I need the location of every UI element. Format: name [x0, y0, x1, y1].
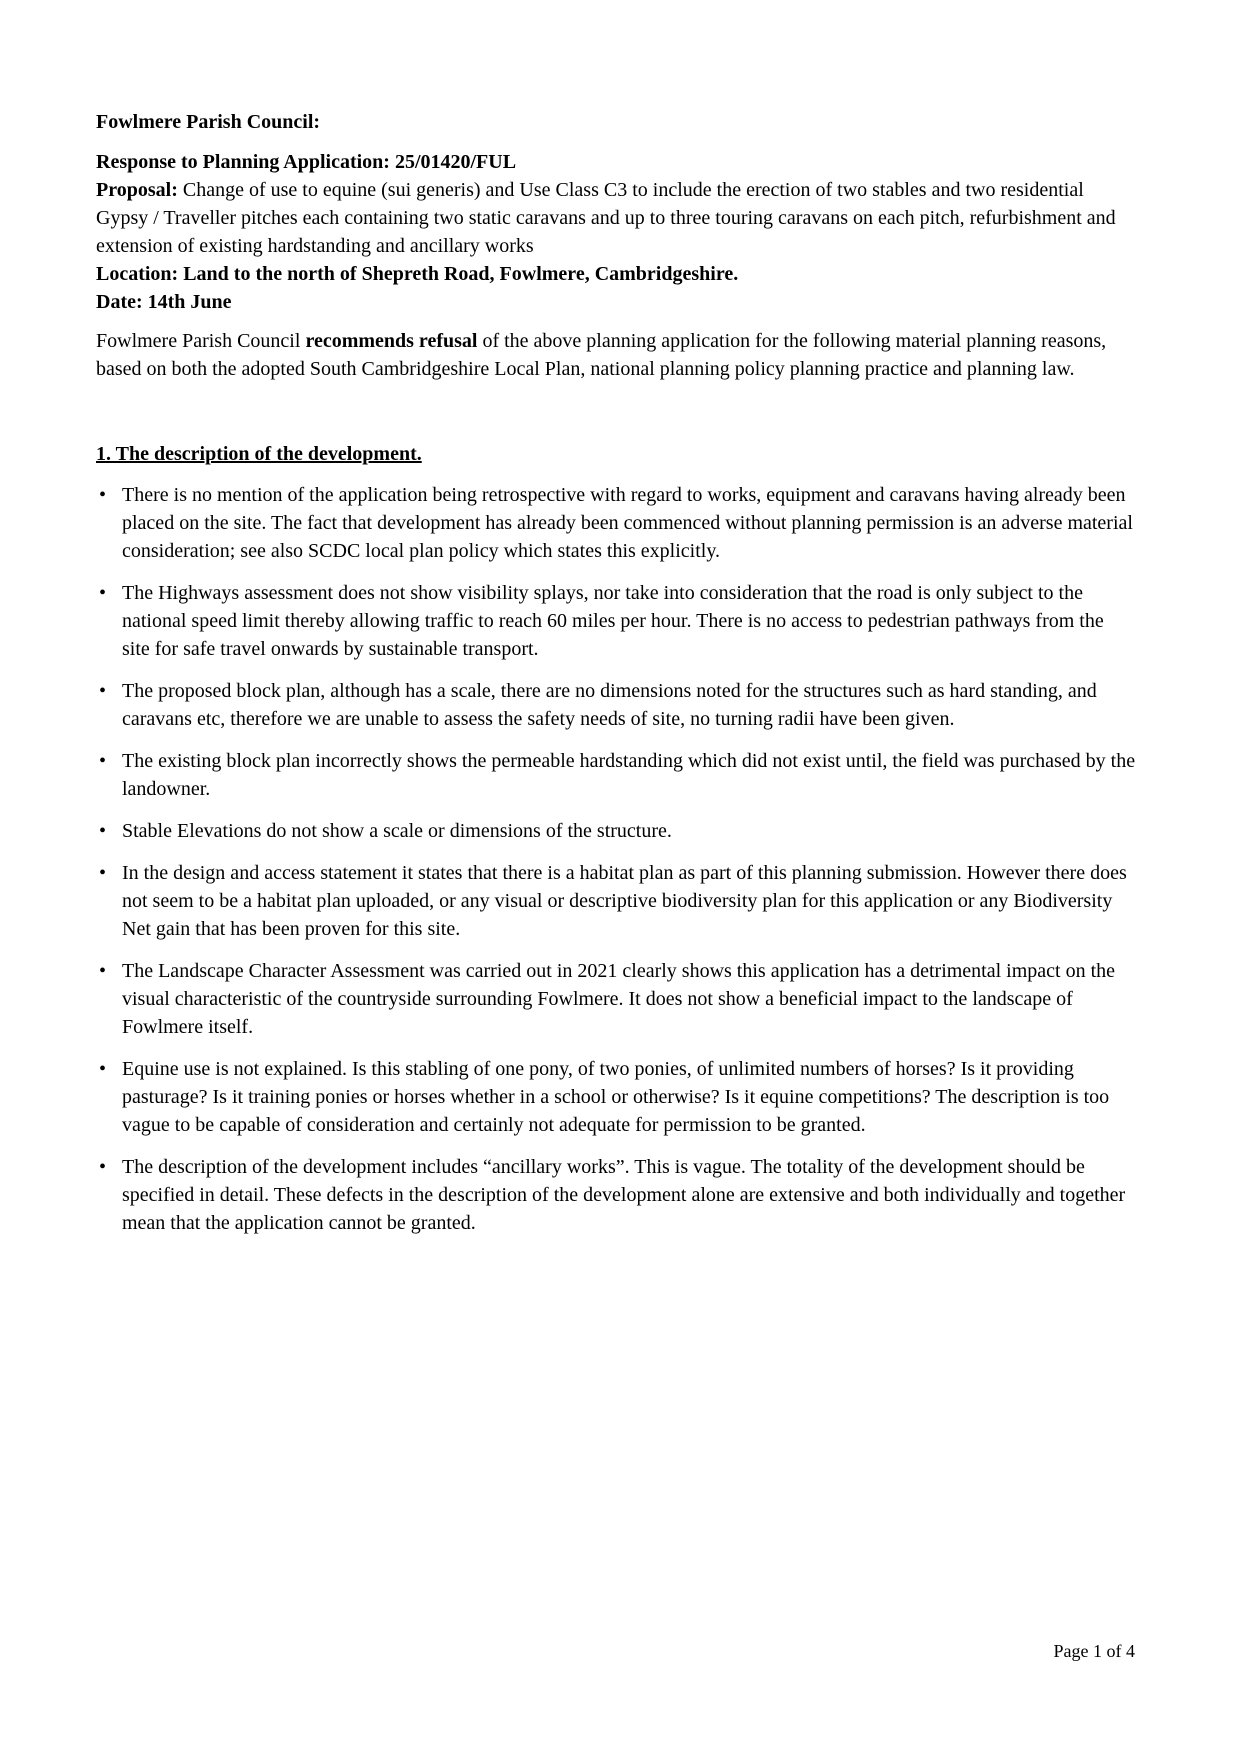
document-title: Fowlmere Parish Council:	[96, 111, 321, 133]
bullet-item: • The proposed block plan, although has a scale, there are no dimensions noted for the structures such as hard standing, and caravans etc, therefore we are unable to assess the safety needs of site, no turning radii have been given.	[96, 677, 1136, 733]
bullet-item: • In the design and access statement it states that there is a habitat plan as part of this planning submission. However there does not seem to be a habitat plan uploaded, or any visual or descriptive biodiversity plan for this application or any Biodiversity Net gain that has been proven for this site.	[96, 859, 1136, 943]
proposal-paragraph	[96, 176, 1136, 260]
intro-emphasis-text: recommends refusal	[305, 330, 478, 352]
section-heading: 1. The description of the development.	[96, 443, 422, 465]
intro-post-text: of the above planning application for the following material planning reasons, based on both the adopted South Cambridgeshire Local Plan, national planning policy planning practice and planning law.	[96, 330, 1107, 380]
bullet-item: • Stable Elevations do not show a scale or dimensions of the structure.	[96, 817, 1136, 845]
bullet-item: • The description of the development includes “ancillary works”. This is vague. The totality of the development should be specified in detail. These defects in the description of the development alone are extensive and both individually and together mean that the application cannot be granted.	[96, 1153, 1136, 1237]
intro-paragraph	[96, 327, 1136, 383]
bullet-list	[96, 481, 1136, 1237]
proposal-label: Proposal:	[96, 179, 178, 201]
date-line: Date: 14th June	[96, 291, 232, 313]
bullet-item: • The Highways assessment does not show visibility splays, nor take into consideration that the road is only subject to the national speed limit thereby allowing traffic to reach 60 miles per hour. There is no access to pedestrian pathways from the site for safe travel onwards by sustainable transport.	[96, 579, 1136, 663]
proposal-text: Change of use to equine (sui generis) and Use Class C3 to include the erection of two stables and two residential Gypsy / Traveller pitches each containing two static caravans and up to three touring caravans on each pitch, refurbishment and extension of existing hardstanding and ancillary works	[96, 179, 1116, 257]
bullet-item: • The Landscape Character Assessment was carried out in 2021 clearly shows this application has a detrimental impact on the visual characteristic of the countryside surrounding Fowlmere. It does not show a beneficial impact to the landscape of Fowlmere itself.	[96, 957, 1136, 1041]
intro-pre-text: Fowlmere Parish Council	[96, 330, 306, 352]
location-line: Location: Land to the north of Shepreth Road, Fowlmere, Cambridgeshire.	[96, 263, 739, 285]
bullet-item: • There is no mention of the application being retrospective with regard to works, equipment and caravans having already been placed on the site. The fact that development has already been commenced without planning permission is an adverse material consideration; see also SCDC local plan policy which states this explicitly.	[96, 481, 1136, 565]
page-number: Page 1 of 4	[1053, 1641, 1135, 1661]
bullet-item: • The existing block plan incorrectly shows the permeable hardstanding which did not exist until, the field was purchased by the landowner.	[96, 747, 1136, 803]
bullet-item: • Equine use is not explained. Is this stabling of one pony, of two ponies, of unlimited numbers of horses? Is it providing pasturage? Is it training ponies or horses whether in a school or otherwise? Is it equine competitions? The description is too vague to be capable of consideration and certainly not adequate for permission to be granted.	[96, 1055, 1136, 1139]
response-line: Response to Planning Application: 25/01420/FUL	[96, 151, 517, 173]
document-body	[96, 108, 1136, 1251]
